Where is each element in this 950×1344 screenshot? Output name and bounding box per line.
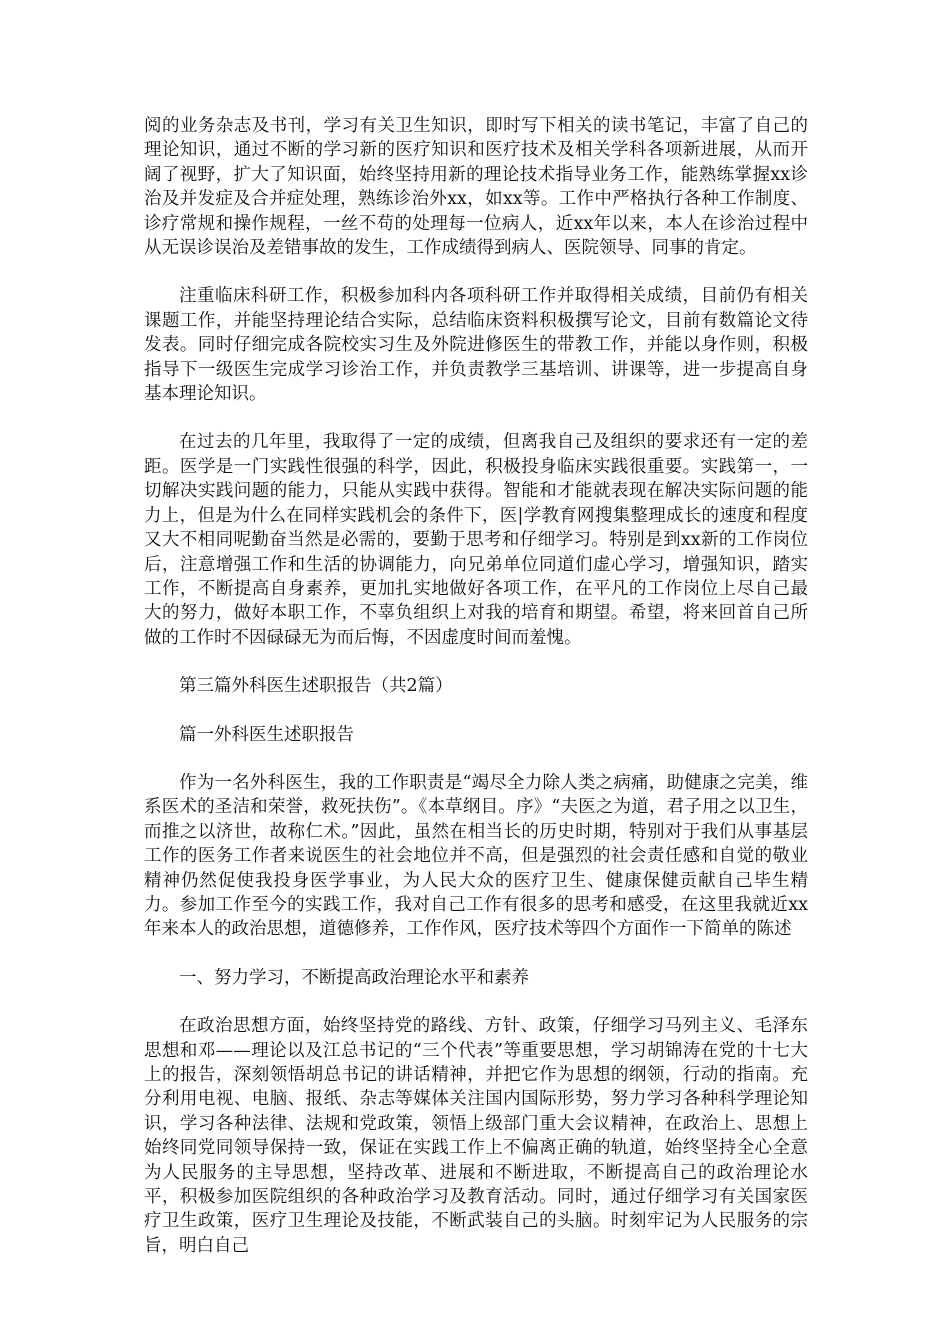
subheading-study: 一、努力学习，不断提高政治理论水平和素养 <box>179 967 529 988</box>
paragraph-clinical-research: 注重临床科研工作，积极参加科内各项科研工作并取得相关成绩，目前仍有相关课题工作，并能坚持理论结合实际，总结临床资料积极撰写论文，目前有数篇论文待发表。同时仔细完成各院校实习生及外院进修医生的带教工作，并能以身作则，积极指导下一级医生完成学习诊治工作，并负责教学三基培训、讲课等，进一步提高自身基本理论知识。 <box>144 286 808 405</box>
section-heading-part1: 篇一外科医生述职报告 <box>179 724 354 745</box>
paragraph-duty: 作为一名外科医生，我的工作职责是“竭尽全力除人类之病痛，助健康之完美，维系医术的圣洁和荣誉，救死扶伤”。《本草纲目。序》“夫医之为道，君子用之以卫生，而推之以济世，故称仁术。”因此，虽然在相当长的历史时期，特别对于我们从事基层工作的医务工作者来说医生的社会地位并不高，但是强烈的社会责任感和自觉的敬业精神仍然促使我投身医学事业，为人民大众的医疗卫生、健康保健贡献自己毕生精力。参加工作至今的实践工作，我对自己工作有很多的思考和感受，在这里我就近xx年来本人的政治思想，道德修养，工作作风，医疗技术等四个方面作一下简单的陈述 <box>144 772 808 940</box>
section-heading-part3: 第三篇外科医生述职报告（共2篇） <box>179 676 453 697</box>
document-page <box>144 114 808 1258</box>
paragraph-continuation: 阅的业务杂志及书刊，学习有关卫生知识，即时写下相关的读书笔记，丰富了自己的理论知识，通过不断的学习新的医疗知识和医疗技术及相关学科各项新进展，从而开阔了视野，扩大了知识面，始终坚持用新的理论技术指导业务工作，能熟练掌握xx诊治及并发症及合并症处理，熟练诊治外xx，如xx等。工作中严格执行各种工作制度、诊疗常规和操作规程，一丝不苟的处理每一位病人，近xx年以来，本人在诊治过程中从无误诊误治及差错事故的发生，工作成绩得到病人、医院领导、同事的肯定。 <box>144 116 808 259</box>
paragraph-reflection: 在过去的几年里，我取得了一定的成绩，但离我自己及组织的要求还有一定的差距。医学是一门实践性很强的科学，因此，积极投身临床实践很重要。实践第一，一切解决实践问题的能力，只能从实践中获得。智能和才能就表现在解决实际问题的能力上，但是为什么在同样实践机会的条件下，医|学教育网搜集整理成长的速度和程度又大不相同呢勤奋当然是必需的，要勤于思考和仔细学习。特别是到xx新的工作岗位后，注意增强工作和生活的协调能力，向兄弟单位同道们虚心学习，增强知识，踏实工作，不断提高自身素养，更加扎实地做好各项工作，在平凡的工作岗位上尽自己最大的努力，做好本职工作，不辜负组织上对我的培育和期望。希望，将来回首自己所做的工作时不因碌碌无为而后悔，不因虚度时间而羞愧。 <box>144 432 808 648</box>
paragraph-politics: 在政治思想方面，始终坚持党的路线、方针、政策，仔细学习马列主义、毛泽东思想和邓——理论以及江总书记的“三个代表”等重要思想，学习胡锦涛在党的十七大上的报告，深刻领悟胡总书记的讲话精神，并把它作为思想的纲领，行动的指南。充分利用电视、电脑、报纸、杂志等媒体关注国内国际形势，努力学习各种科学理论知识，学习各种法律、法规和党政策，领悟上级部门重大会议精神，在政治上、思想上始终同党同领导保持一致，保证在实践工作上不偏离正确的轨道，始终坚持全心全意为人民服务的主导思想，坚持改革、进展和不断进取，不断提高自己的政治理论水平，积极参加医院组织的各种政治学习及教育活动。同时，通过仔细学习有关国家医疗卫生政策，医疗卫生理论及技能，不断武装自己的头脑。时刻牢记为人民服务的宗旨，明白自己 <box>144 1016 808 1256</box>
